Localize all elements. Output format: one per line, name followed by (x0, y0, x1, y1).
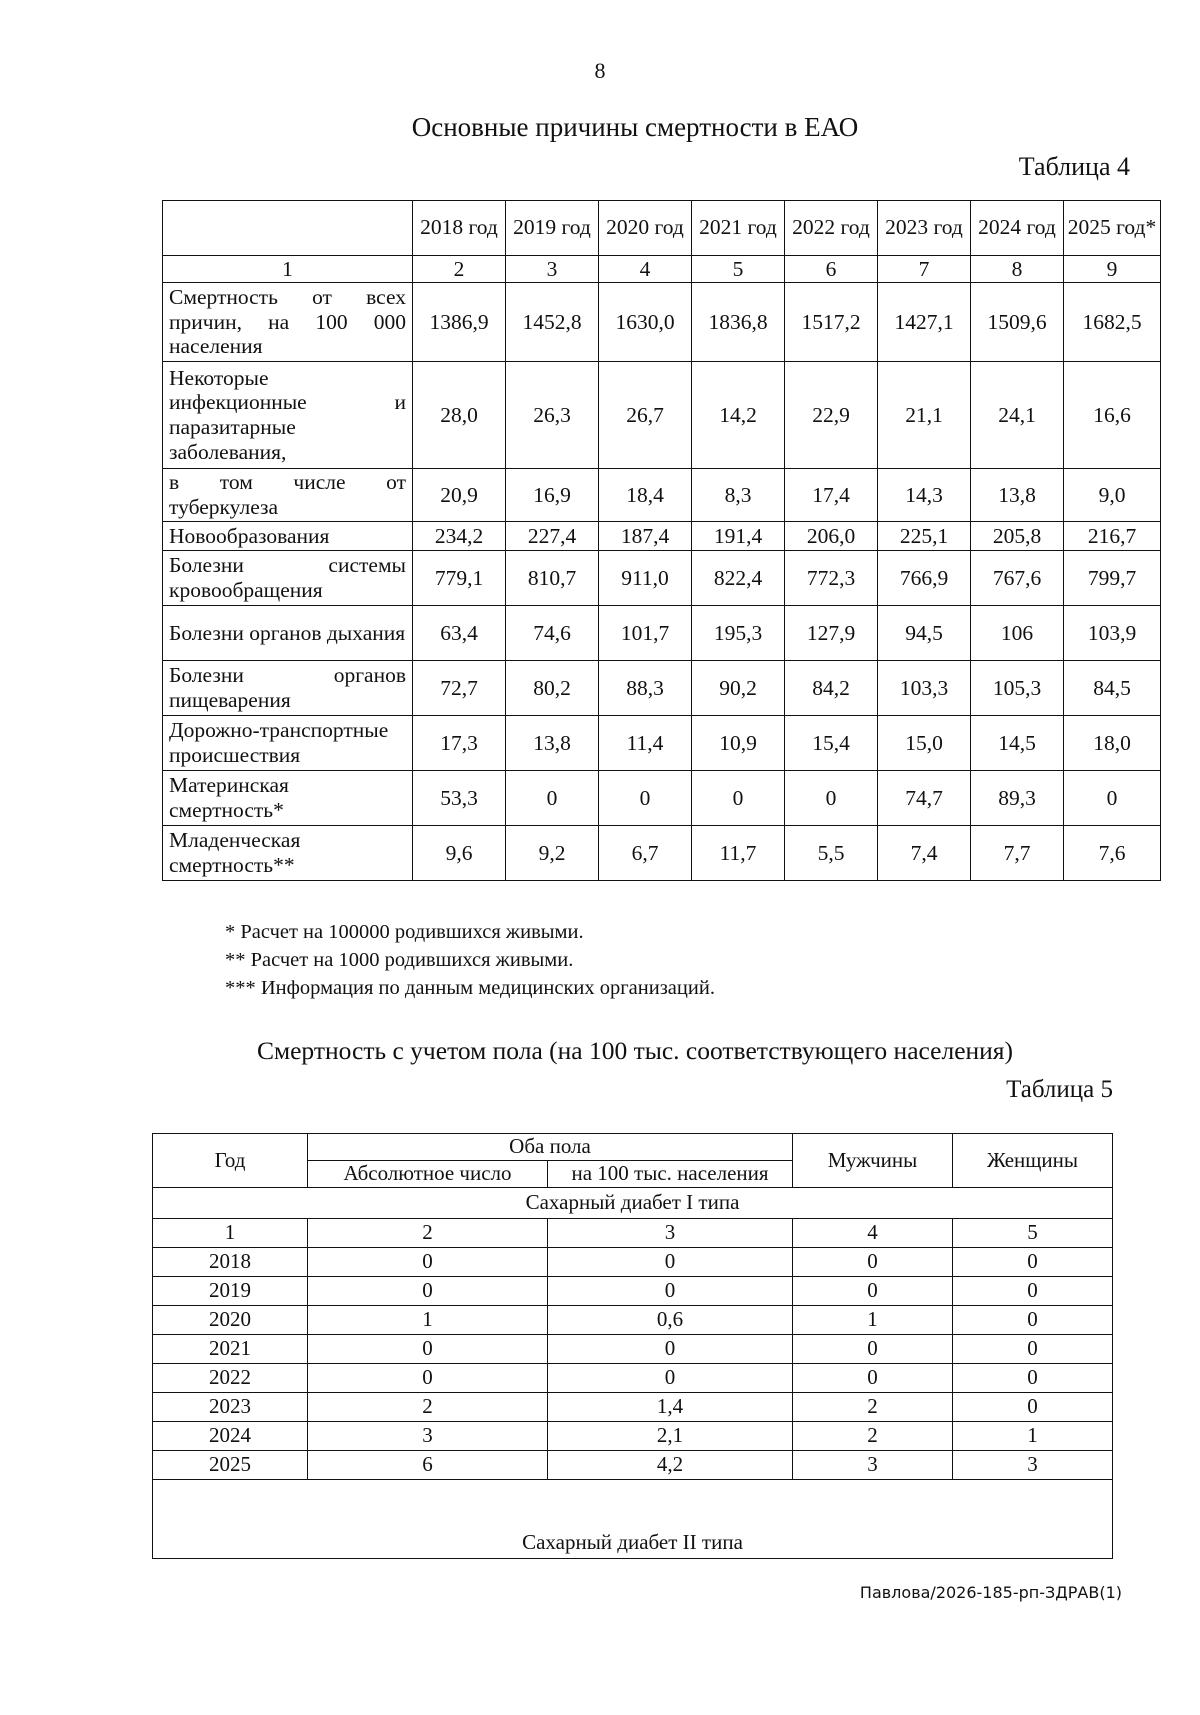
value-cell: 0 (548, 1364, 793, 1393)
table4-title: Основные причины смертности в ЕАО (411, 112, 859, 142)
value-cell: 17,3 (413, 716, 506, 771)
value-cell: 72,7 (413, 661, 506, 716)
header-both-sexes: Оба пола (308, 1134, 793, 1161)
row-label: Болезни органов дыхания (163, 606, 413, 661)
header-empty-cell (163, 201, 413, 256)
year-cell: 2023 (153, 1393, 308, 1422)
value-cell: 15,0 (878, 716, 971, 771)
value-cell: 28,0 (413, 362, 506, 469)
value-cell: 16,6 (1064, 362, 1161, 469)
year-cell: 2024 (153, 1422, 308, 1451)
value-cell: 106 (971, 606, 1064, 661)
year-cell: 2021 (153, 1335, 308, 1364)
value-cell: 225,1 (878, 522, 971, 551)
value-cell: 26,7 (599, 362, 692, 469)
value-cell: 18,0 (1064, 716, 1161, 771)
value-cell: 20,9 (413, 469, 506, 522)
value-cell: 1 (308, 1306, 548, 1335)
value-cell: 16,9 (506, 469, 599, 522)
header-year: Год (153, 1134, 308, 1188)
value-cell: 779,1 (413, 551, 506, 606)
value-cell: 0 (953, 1277, 1113, 1306)
column-number: 2 (308, 1219, 548, 1248)
value-cell: 94,5 (878, 606, 971, 661)
value-cell: 105,3 (971, 661, 1064, 716)
header-year: 2024 год (971, 201, 1064, 256)
header-year: 2018 год (413, 201, 506, 256)
column-number: 8 (971, 256, 1064, 283)
table-row (153, 1451, 1113, 1480)
table-row (163, 826, 1161, 881)
table-row (163, 551, 1161, 606)
row-label: в том числе от туберкулеза (163, 469, 413, 522)
value-cell: 10,9 (692, 716, 785, 771)
value-cell: 11,7 (692, 826, 785, 881)
section-diabetes-2: Сахарный диабет II типа (153, 1480, 1113, 1559)
value-cell: 6,7 (599, 826, 692, 881)
value-cell: 911,0 (599, 551, 692, 606)
header-year: 2022 год (785, 201, 878, 256)
value-cell: 14,2 (692, 362, 785, 469)
value-cell: 1452,8 (506, 283, 599, 362)
value-cell: 18,4 (599, 469, 692, 522)
table-row (163, 606, 1161, 661)
column-number: 4 (599, 256, 692, 283)
value-cell: 0 (793, 1335, 953, 1364)
value-cell: 191,4 (692, 522, 785, 551)
value-cell: 1 (953, 1422, 1113, 1451)
value-cell: 766,9 (878, 551, 971, 606)
header-year: 2020 год (599, 201, 692, 256)
value-cell: 7,4 (878, 826, 971, 881)
column-number: 7 (878, 256, 971, 283)
header-absolute: Абсолютное число (308, 1161, 548, 1188)
mortality-causes-table (162, 200, 1161, 881)
value-cell: 0 (692, 771, 785, 826)
value-cell: 0 (308, 1277, 548, 1306)
table-row (163, 469, 1161, 522)
value-cell: 1427,1 (878, 283, 971, 362)
section-diabetes-1: Сахарный диабет I типа (153, 1188, 1113, 1219)
value-cell: 0,6 (548, 1306, 793, 1335)
value-cell: 216,7 (1064, 522, 1161, 551)
row-label: Болезни системы кровообращения (163, 551, 413, 606)
column-number: 1 (163, 256, 413, 283)
table-row (163, 283, 1161, 362)
value-cell: 11,4 (599, 716, 692, 771)
value-cell: 6 (308, 1451, 548, 1480)
value-cell: 234,2 (413, 522, 506, 551)
value-cell: 80,2 (506, 661, 599, 716)
table-row (153, 1422, 1113, 1451)
value-cell: 26,3 (506, 362, 599, 469)
value-cell: 0 (953, 1306, 1113, 1335)
value-cell: 2 (793, 1393, 953, 1422)
row-label: Дорожно-транспортные происшествия (163, 716, 413, 771)
value-cell: 2,1 (548, 1422, 793, 1451)
footnote: ** Расчет на 1000 родившихся живыми. (225, 949, 574, 971)
value-cell: 2 (793, 1422, 953, 1451)
value-cell: 0 (548, 1335, 793, 1364)
value-cell: 1,4 (548, 1393, 793, 1422)
column-number: 3 (548, 1219, 793, 1248)
table-row (153, 1364, 1113, 1393)
value-cell: 227,4 (506, 522, 599, 551)
table-row (163, 522, 1161, 551)
value-cell: 0 (785, 771, 878, 826)
table-row (153, 1335, 1113, 1364)
column-number: 1 (153, 1219, 308, 1248)
value-cell: 1630,0 (599, 283, 692, 362)
value-cell: 767,6 (971, 551, 1064, 606)
year-cell: 2022 (153, 1364, 308, 1393)
table5-header-row (153, 1134, 1113, 1161)
table-row (153, 1306, 1113, 1335)
value-cell: 822,4 (692, 551, 785, 606)
value-cell: 0 (793, 1364, 953, 1393)
value-cell: 0 (953, 1364, 1113, 1393)
page-number: 8 (594, 58, 606, 83)
value-cell: 0 (308, 1248, 548, 1277)
value-cell: 9,0 (1064, 469, 1161, 522)
value-cell: 7,7 (971, 826, 1064, 881)
year-cell: 2025 (153, 1451, 308, 1480)
value-cell: 3 (308, 1422, 548, 1451)
value-cell: 0 (548, 1277, 793, 1306)
year-cell: 2020 (153, 1306, 308, 1335)
column-number: 6 (785, 256, 878, 283)
value-cell: 7,6 (1064, 826, 1161, 881)
value-cell: 0 (1064, 771, 1161, 826)
value-cell: 1 (793, 1306, 953, 1335)
value-cell: 90,2 (692, 661, 785, 716)
value-cell: 772,3 (785, 551, 878, 606)
table4-label: Таблица 4 (1018, 152, 1130, 181)
value-cell: 9,2 (506, 826, 599, 881)
row-label: Материнская смертность* (163, 771, 413, 826)
value-cell: 63,4 (413, 606, 506, 661)
row-label: Смертность от всех причин, на 100 000 населения (163, 283, 413, 362)
value-cell: 1517,2 (785, 283, 878, 362)
row-label: Болезни органов пищеварения (163, 661, 413, 716)
value-cell: 0 (506, 771, 599, 826)
value-cell: 187,4 (599, 522, 692, 551)
table-row (163, 771, 1161, 826)
value-cell: 810,7 (506, 551, 599, 606)
table-row (153, 1277, 1113, 1306)
value-cell: 84,2 (785, 661, 878, 716)
value-cell: 1682,5 (1064, 283, 1161, 362)
value-cell: 103,3 (878, 661, 971, 716)
value-cell: 89,3 (971, 771, 1064, 826)
document-reference: Павлова/2026-185-рп-ЗДРАВ(1) (859, 1583, 1122, 1602)
table5-column-numbers-row (153, 1219, 1113, 1248)
value-cell: 1509,6 (971, 283, 1064, 362)
value-cell: 1836,8 (692, 283, 785, 362)
footnote: * Расчет на 100000 родившихся живыми. (225, 921, 584, 943)
table5-label: Таблица 5 (1006, 1076, 1113, 1103)
value-cell: 101,7 (599, 606, 692, 661)
table-row (153, 1393, 1113, 1422)
row-label: Некоторые инфекционные и паразитарные заболевания, (163, 362, 413, 469)
value-cell: 0 (793, 1248, 953, 1277)
table-row (163, 661, 1161, 716)
table-row (163, 362, 1161, 469)
value-cell: 0 (308, 1364, 548, 1393)
row-label: Новообразования (163, 522, 413, 551)
header-year: 2019 год (506, 201, 599, 256)
column-number: 9 (1064, 256, 1161, 283)
header-per-100k: на 100 тыс. населения (548, 1161, 793, 1188)
value-cell: 205,8 (971, 522, 1064, 551)
value-cell: 206,0 (785, 522, 878, 551)
table-row (163, 716, 1161, 771)
value-cell: 127,9 (785, 606, 878, 661)
header-year: 2021 год (692, 201, 785, 256)
column-number: 3 (506, 256, 599, 283)
footnote: *** Информация по данным медицинских организаций. (225, 977, 715, 999)
column-number: 4 (793, 1219, 953, 1248)
footnotes (225, 918, 715, 1002)
value-cell: 0 (599, 771, 692, 826)
value-cell: 84,5 (1064, 661, 1161, 716)
section-row (153, 1188, 1113, 1219)
value-cell: 0 (953, 1248, 1113, 1277)
column-number: 2 (413, 256, 506, 283)
table5-title: Смертность с учетом пола (на 100 тыс. соответствующего населения) (256, 1036, 1014, 1065)
value-cell: 21,1 (878, 362, 971, 469)
value-cell: 24,1 (971, 362, 1064, 469)
value-cell: 0 (308, 1335, 548, 1364)
value-cell: 0 (793, 1277, 953, 1306)
value-cell: 0 (548, 1248, 793, 1277)
value-cell: 5,5 (785, 826, 878, 881)
value-cell: 13,8 (971, 469, 1064, 522)
column-number: 5 (692, 256, 785, 283)
value-cell: 3 (793, 1451, 953, 1480)
value-cell: 74,7 (878, 771, 971, 826)
row-label: Младенческая смертность** (163, 826, 413, 881)
header-year: 2025 год* (1064, 201, 1161, 256)
header-women: Женщины (953, 1134, 1113, 1188)
value-cell: 0 (953, 1393, 1113, 1422)
value-cell: 88,3 (599, 661, 692, 716)
value-cell: 8,3 (692, 469, 785, 522)
table4-column-numbers-row (163, 256, 1161, 283)
value-cell: 1386,9 (413, 283, 506, 362)
value-cell: 15,4 (785, 716, 878, 771)
value-cell: 0 (953, 1335, 1113, 1364)
table4-header-row (163, 201, 1161, 256)
year-cell: 2019 (153, 1277, 308, 1306)
value-cell: 2 (308, 1393, 548, 1422)
section-row (153, 1480, 1113, 1559)
value-cell: 13,8 (506, 716, 599, 771)
table-row (153, 1248, 1113, 1277)
header-year: 2023 год (878, 201, 971, 256)
value-cell: 799,7 (1064, 551, 1161, 606)
column-number: 5 (953, 1219, 1113, 1248)
value-cell: 195,3 (692, 606, 785, 661)
value-cell: 74,6 (506, 606, 599, 661)
mortality-by-sex-table (152, 1133, 1113, 1559)
value-cell: 14,5 (971, 716, 1064, 771)
header-men: Мужчины (793, 1134, 953, 1188)
value-cell: 9,6 (413, 826, 506, 881)
value-cell: 17,4 (785, 469, 878, 522)
value-cell: 22,9 (785, 362, 878, 469)
value-cell: 103,9 (1064, 606, 1161, 661)
value-cell: 53,3 (413, 771, 506, 826)
value-cell: 14,3 (878, 469, 971, 522)
value-cell: 3 (953, 1451, 1113, 1480)
year-cell: 2018 (153, 1248, 308, 1277)
value-cell: 4,2 (548, 1451, 793, 1480)
